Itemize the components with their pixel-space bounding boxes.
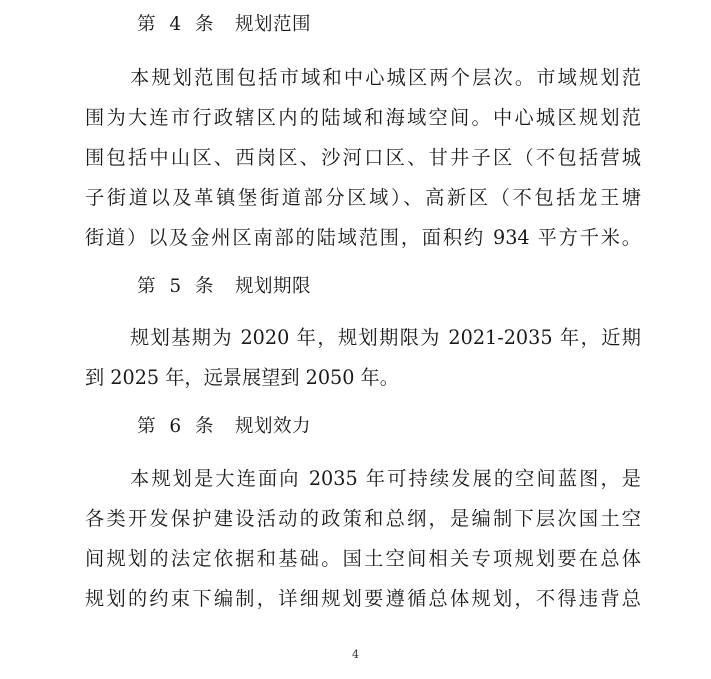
paragraph-line: 街道）以及金州区南部的陆域范围，面积约 934 平方千米。 (85, 226, 641, 249)
paragraph-line: 间规划的法定依据和基础。国土空间相关专项规划要在总体 (85, 547, 641, 570)
article-6-heading (137, 415, 311, 439)
article-4-paragraph (85, 58, 641, 258)
article-4-number: 第 4 条 (137, 14, 218, 35)
article-6-paragraph (85, 459, 641, 619)
article-4-heading (137, 13, 311, 37)
paragraph-line: 围为大连市行政辖区内的陆域和海域空间。中心城区规划范 (85, 106, 641, 129)
paragraph-line: 各类开发保护建设活动的政策和总纲，是编制下层次国土空 (85, 507, 641, 530)
article-5-heading (137, 275, 311, 299)
article-5-number: 第 5 条 (137, 276, 218, 297)
paragraph-line: 子街道以及革镇堡街道部分区域）、高新区（不包括龙王塘 (85, 186, 641, 209)
paragraph-line: 本规划范围包括市域和中心城区两个层次。市域规划范 (130, 66, 641, 89)
article-5-title: 规划期限 (235, 276, 312, 297)
article-5-paragraph (85, 318, 641, 398)
paragraph-line: 本规划是大连面向 2035 年可持续发展的空间蓝图，是 (130, 467, 641, 490)
page-number: 4 (352, 648, 359, 661)
paragraph-line: 规划基期为 2020 年，规划期限为 2021-2035 年，近期 (130, 326, 641, 349)
paragraph-line: 规划的约束下编制，详细规划要遵循总体规划，不得违背总 (85, 587, 641, 610)
paragraph-line: 到 2025 年，远景展望到 2050 年。 (85, 366, 399, 389)
article-6-title: 规划效力 (235, 416, 312, 437)
article-6-number: 第 6 条 (137, 416, 218, 437)
paragraph-line: 围包括中山区、西岗区、沙河口区、甘井子区（不包括营城 (85, 146, 641, 169)
article-4-title: 规划范围 (235, 14, 312, 35)
